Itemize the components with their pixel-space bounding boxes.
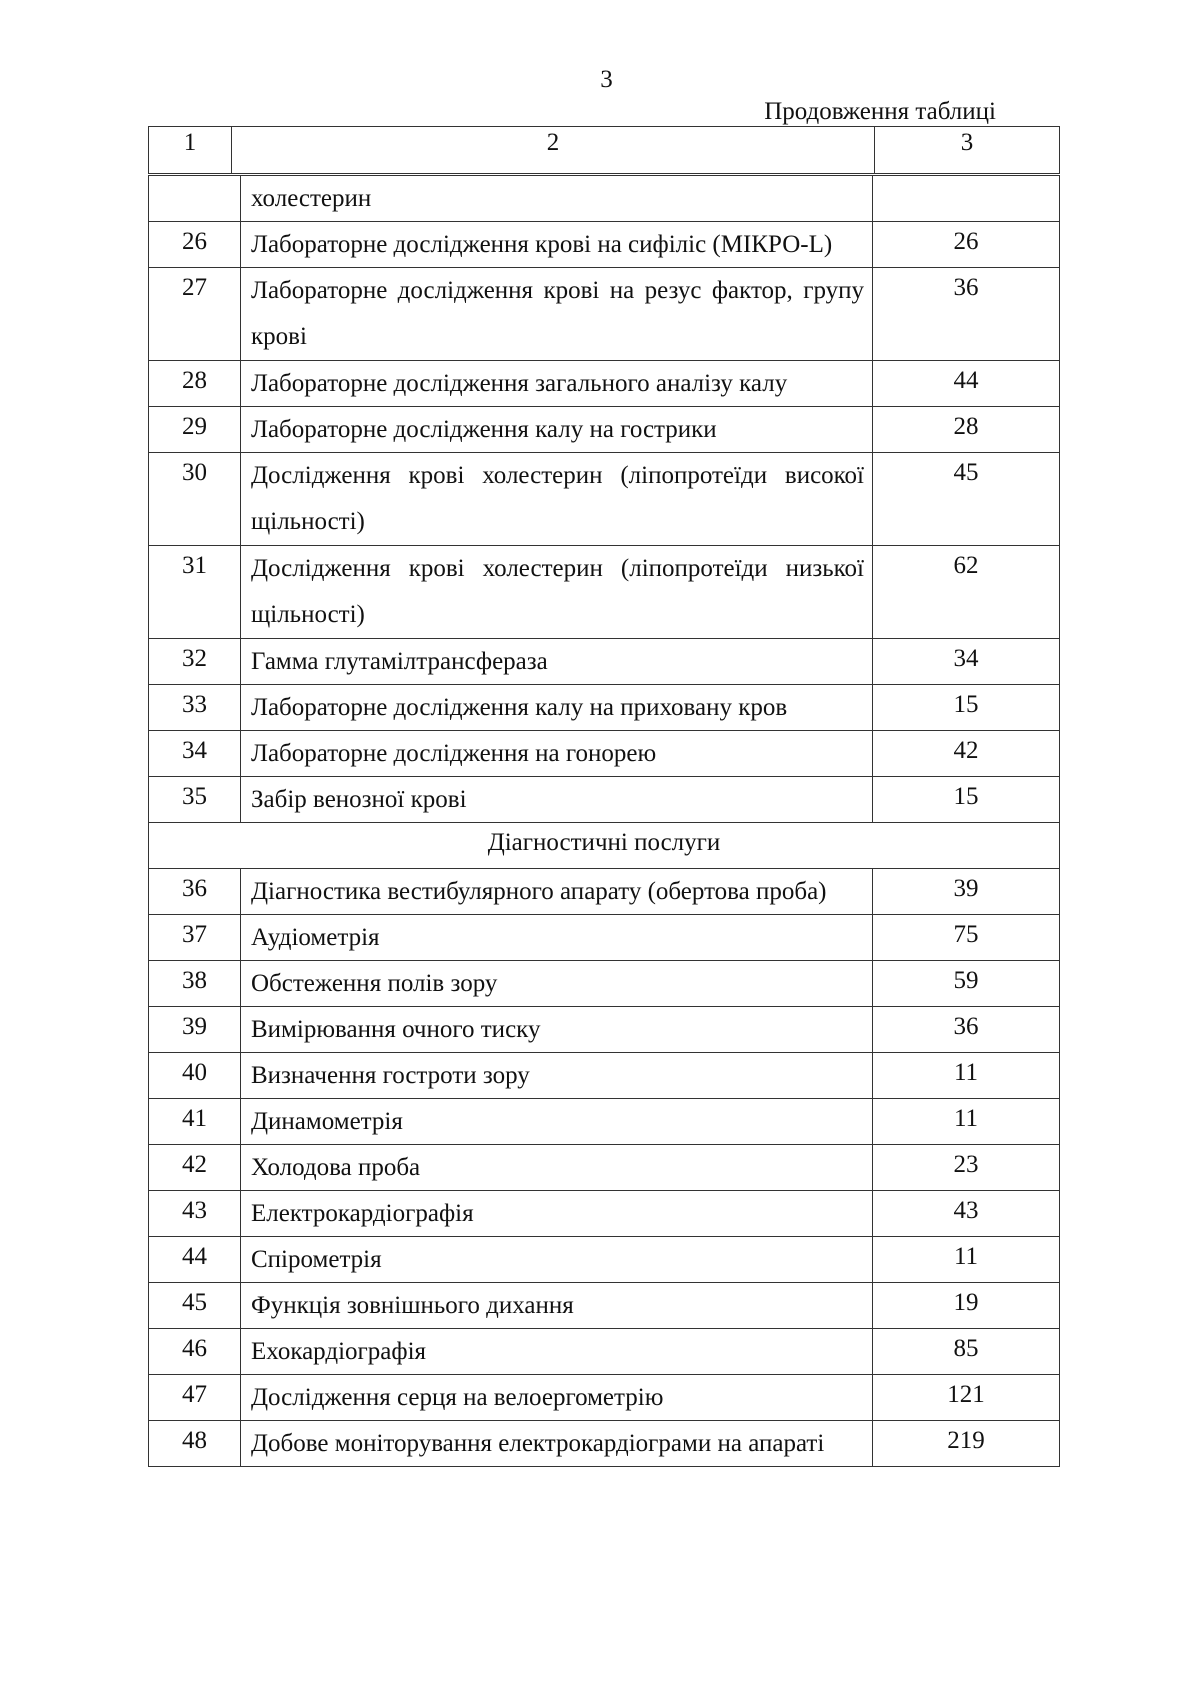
service-name-cell: Дослідження крові холестерин (ліпопротеїди низької щільності) <box>241 546 873 639</box>
price-cell: 11 <box>873 1099 1060 1145</box>
price-cell: 23 <box>873 1145 1060 1191</box>
service-name-cell: Лабораторне дослідження калу на приховану кров <box>241 685 873 731</box>
service-name-cell: Дослідження серця на велоергометрію <box>241 1375 873 1421</box>
price-cell: 62 <box>873 546 1060 639</box>
table-row <box>149 1329 1060 1375</box>
price-cell: 19 <box>873 1283 1060 1329</box>
table-row <box>149 1283 1060 1329</box>
row-number-cell: 34 <box>149 731 241 777</box>
table-continuation-label: Продовження таблиці <box>764 98 996 125</box>
price-cell: 36 <box>873 1007 1060 1053</box>
service-name-cell: Аудіометрія <box>241 915 873 961</box>
service-name-cell: Вимірювання очного тиску <box>241 1007 873 1053</box>
header-cell-service: 2 <box>232 127 875 174</box>
table-row <box>149 222 1060 268</box>
service-name-cell: Спірометрія <box>241 1237 873 1283</box>
table-row <box>149 731 1060 777</box>
service-name-cell: Електрокардіографія <box>241 1191 873 1237</box>
price-cell: 34 <box>873 639 1060 685</box>
row-number-cell: 38 <box>149 961 241 1007</box>
price-cell: 85 <box>873 1329 1060 1375</box>
row-number-cell: 26 <box>149 222 241 268</box>
price-cell: 121 <box>873 1375 1060 1421</box>
row-number-cell: 27 <box>149 268 241 361</box>
service-name-cell: Добове моніторування електрокардіограми на апараті <box>241 1421 873 1467</box>
price-cell: 42 <box>873 731 1060 777</box>
row-number-cell: 43 <box>149 1191 241 1237</box>
price-cell: 44 <box>873 361 1060 407</box>
table-row <box>149 1237 1060 1283</box>
price-cell: 45 <box>873 453 1060 546</box>
table-row <box>149 961 1060 1007</box>
header-cell-price: 3 <box>875 127 1060 174</box>
row-number-cell <box>149 176 241 222</box>
service-name-cell: холестерин <box>241 176 873 222</box>
service-name-cell: Забір венозної крові <box>241 777 873 823</box>
row-number-cell: 45 <box>149 1283 241 1329</box>
service-name-cell: Функція зовнішнього дихання <box>241 1283 873 1329</box>
header-cell-number: 1 <box>149 127 232 174</box>
service-name-cell: Лабораторне дослідження крові на сифіліс (МІКРО-L) <box>241 222 873 268</box>
row-number-cell: 31 <box>149 546 241 639</box>
service-name-cell: Холодова проба <box>241 1145 873 1191</box>
table-row <box>149 1375 1060 1421</box>
price-cell: 43 <box>873 1191 1060 1237</box>
row-number-cell: 41 <box>149 1099 241 1145</box>
service-name-cell: Лабораторне дослідження загального аналізу калу <box>241 361 873 407</box>
service-name-cell: Динамометрія <box>241 1099 873 1145</box>
price-cell: 28 <box>873 407 1060 453</box>
page-number: 3 <box>600 66 613 93</box>
table-row <box>149 453 1060 546</box>
table-row <box>149 639 1060 685</box>
service-name-cell: Ехокардіографія <box>241 1329 873 1375</box>
price-cell: 75 <box>873 915 1060 961</box>
price-cell: 11 <box>873 1053 1060 1099</box>
table-row <box>149 1053 1060 1099</box>
row-number-cell: 28 <box>149 361 241 407</box>
price-cell: 36 <box>873 268 1060 361</box>
table-row <box>149 268 1060 361</box>
section-header-row <box>149 823 1060 869</box>
table-row <box>149 1145 1060 1191</box>
service-name-cell: Діагностика вестибулярного апарату (обертова проба) <box>241 869 873 915</box>
table-row <box>149 1191 1060 1237</box>
service-name-cell: Гамма глутамілтрансфераза <box>241 639 873 685</box>
table-row <box>149 915 1060 961</box>
row-number-cell: 29 <box>149 407 241 453</box>
table-row <box>149 1099 1060 1145</box>
price-cell: 59 <box>873 961 1060 1007</box>
service-name-cell: Визначення гостроти зору <box>241 1053 873 1099</box>
table-row <box>149 546 1060 639</box>
table-row <box>149 361 1060 407</box>
service-name-cell: Лабораторне дослідження крові на резус фактор, групу крові <box>241 268 873 361</box>
row-number-cell: 48 <box>149 1421 241 1467</box>
row-number-cell: 33 <box>149 685 241 731</box>
row-number-cell: 39 <box>149 1007 241 1053</box>
price-cell: 11 <box>873 1237 1060 1283</box>
table-row <box>149 777 1060 823</box>
table-row <box>149 176 1060 222</box>
service-name-cell: Дослідження крові холестерин (ліпопротеїди високої щільності) <box>241 453 873 546</box>
header-row <box>149 127 1060 174</box>
row-number-cell: 37 <box>149 915 241 961</box>
price-cell: 219 <box>873 1421 1060 1467</box>
table-row <box>149 407 1060 453</box>
service-name-cell: Обстеження полів зору <box>241 961 873 1007</box>
row-number-cell: 40 <box>149 1053 241 1099</box>
service-name-cell: Лабораторне дослідження калу на гострики <box>241 407 873 453</box>
price-cell: 15 <box>873 685 1060 731</box>
row-number-cell: 47 <box>149 1375 241 1421</box>
services-table <box>148 175 1060 1467</box>
table-row <box>149 1421 1060 1467</box>
row-number-cell: 46 <box>149 1329 241 1375</box>
price-cell: 39 <box>873 869 1060 915</box>
service-name-cell: Лабораторне дослідження на гонорею <box>241 731 873 777</box>
table-row <box>149 869 1060 915</box>
section-title: Діагностичні послуги <box>149 823 1060 869</box>
table-row <box>149 685 1060 731</box>
price-cell <box>873 176 1060 222</box>
row-number-cell: 30 <box>149 453 241 546</box>
row-number-cell: 32 <box>149 639 241 685</box>
row-number-cell: 35 <box>149 777 241 823</box>
price-cell: 15 <box>873 777 1060 823</box>
price-cell: 26 <box>873 222 1060 268</box>
row-number-cell: 36 <box>149 869 241 915</box>
table-row <box>149 1007 1060 1053</box>
row-number-cell: 44 <box>149 1237 241 1283</box>
row-number-cell: 42 <box>149 1145 241 1191</box>
table-header <box>148 126 1060 174</box>
